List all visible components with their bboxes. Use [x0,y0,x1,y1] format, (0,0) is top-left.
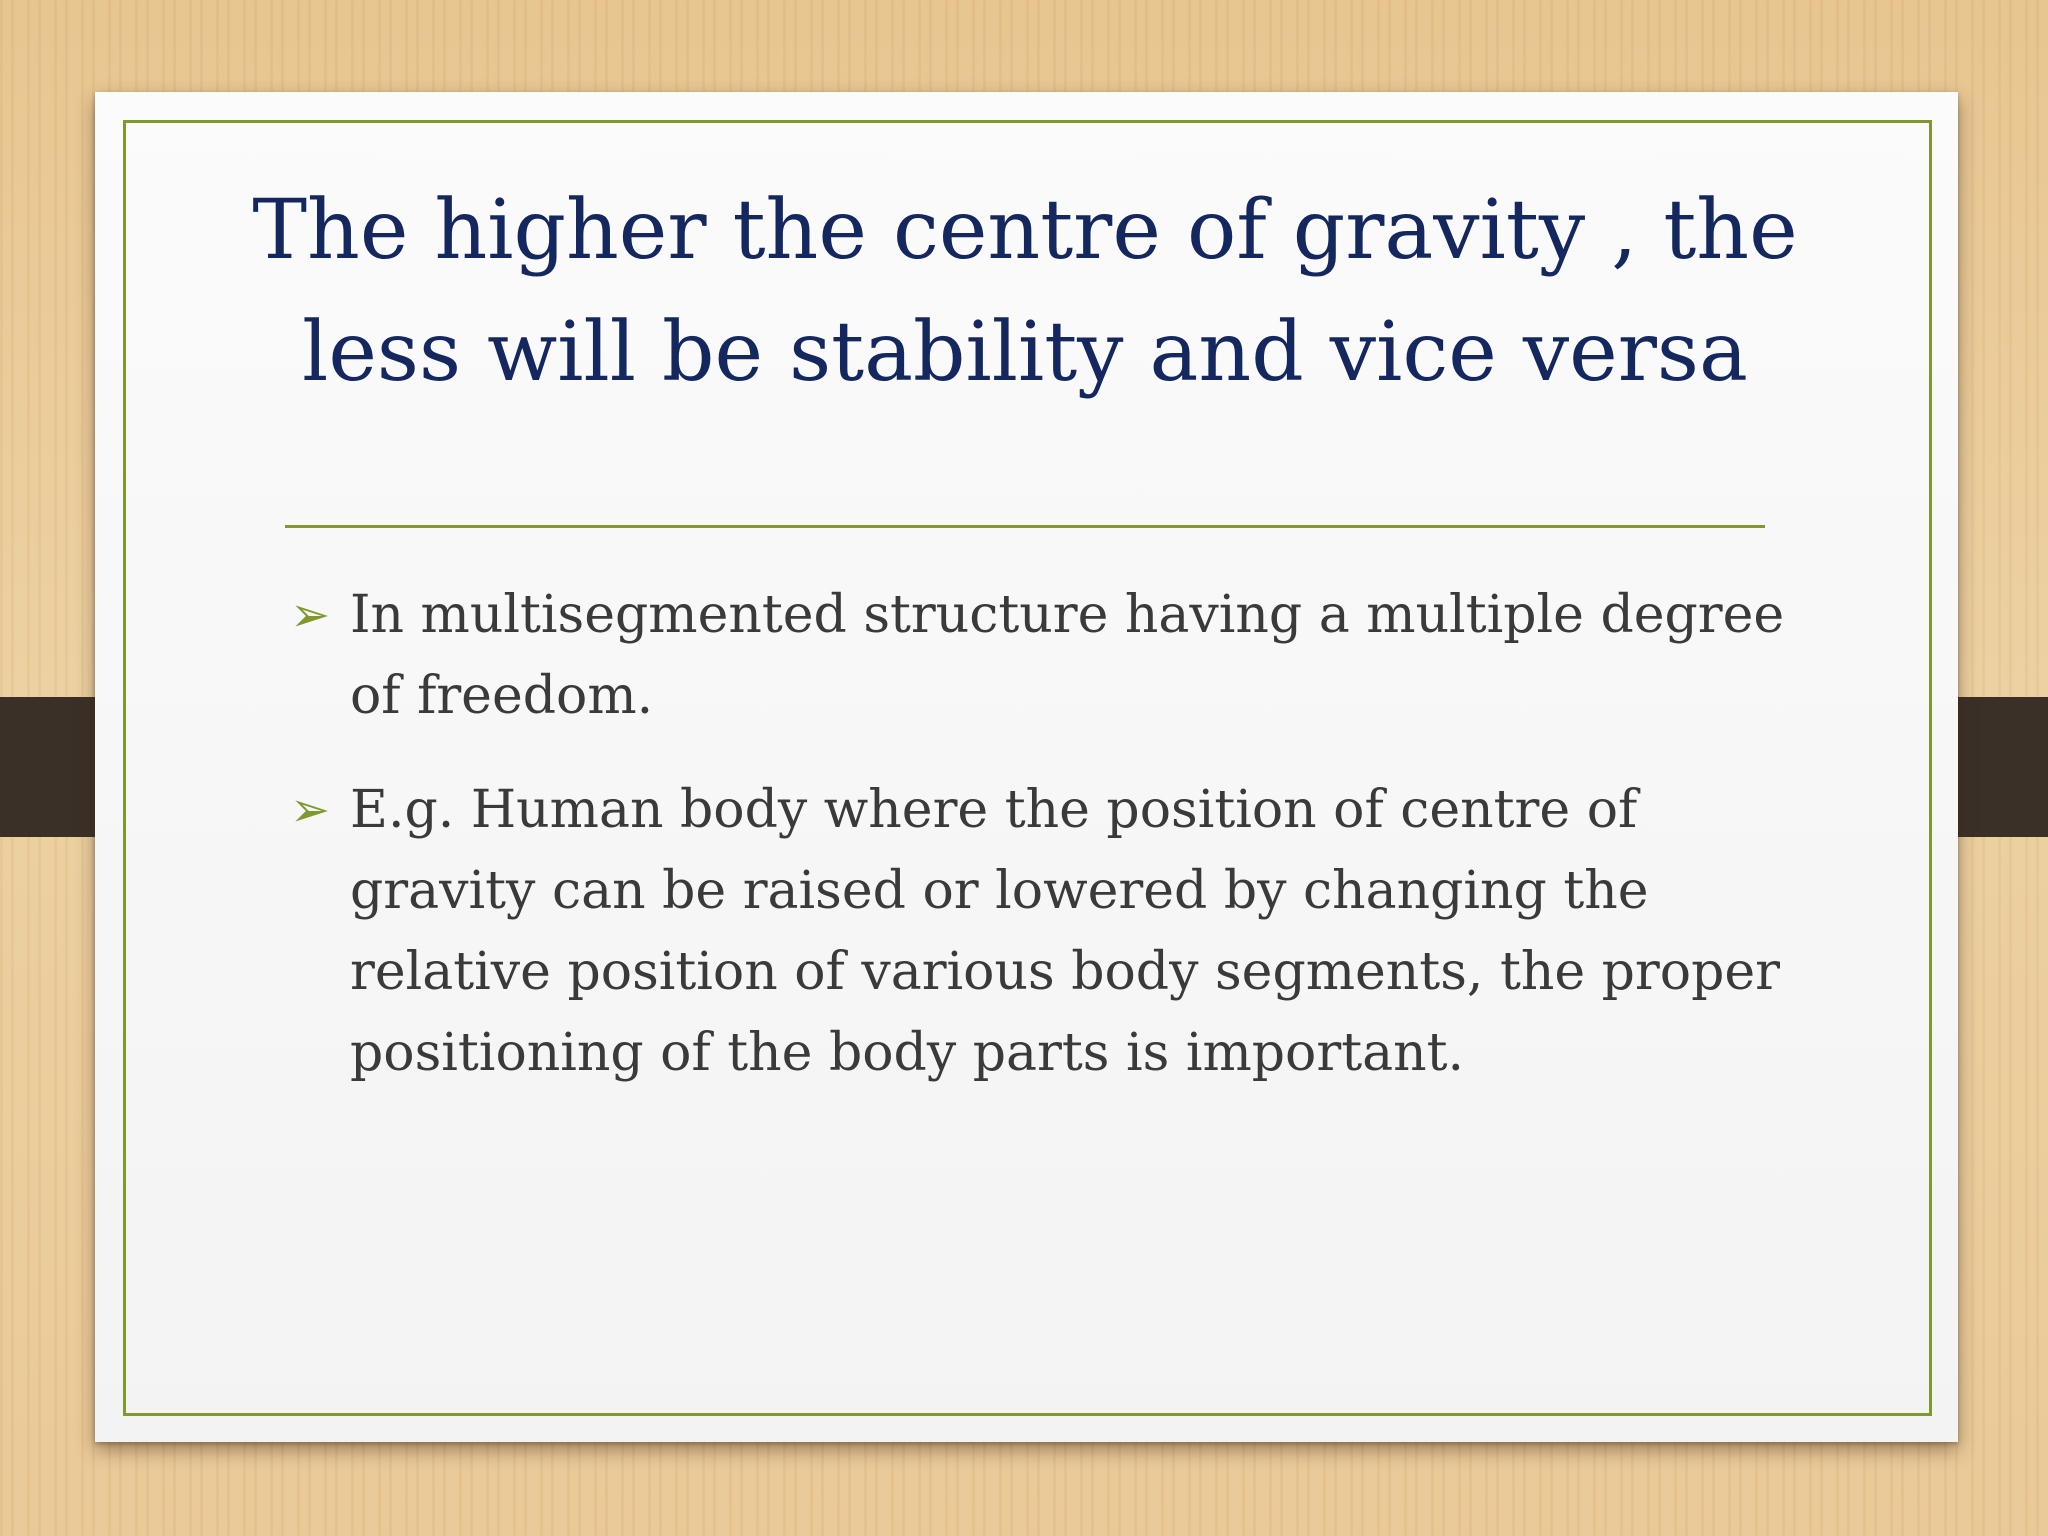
title-divider [285,525,1765,528]
arrow-bullet-icon: ➢ [290,782,331,838]
bullet-list [290,575,1790,1127]
bullet-text: In multisegmented structure having a multiple degree of freedom. [350,585,1785,726]
slide-title-line-1: The higher the centre of gravity , the [252,183,1798,278]
slide-title [155,170,1895,414]
bullet-text: E.g. Human body where the position of centre of gravity can be raised or lowered by changing the relative position of various body segments, the proper positioning of the body parts is important. [350,780,1780,1083]
arrow-bullet-icon: ➢ [290,587,331,643]
slide-title-line-2: less will be stability and vice versa [302,305,1748,400]
bullet-item [290,770,1790,1094]
bullet-item [290,575,1790,737]
